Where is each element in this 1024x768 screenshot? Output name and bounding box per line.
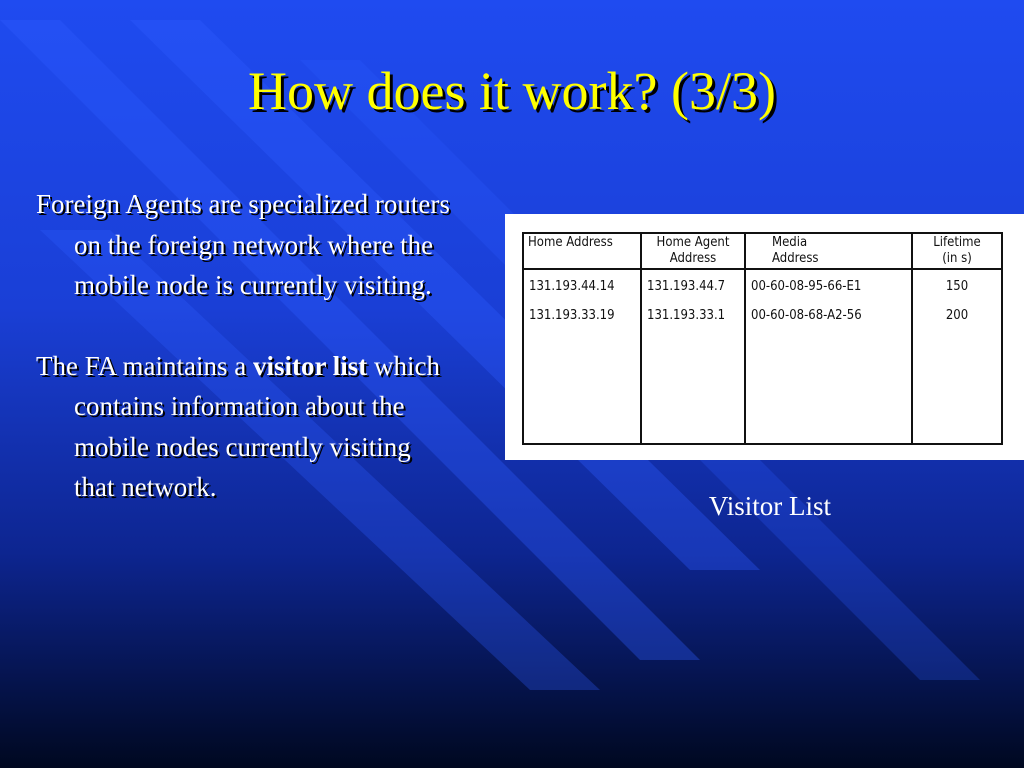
- cell-lifetime: 200: [912, 299, 1002, 328]
- cell-media-address: 00-60-08-95-66-E1: [745, 269, 912, 299]
- table-caption: Visitor List: [708, 491, 832, 521]
- header-media-address: Media Address: [745, 233, 912, 269]
- bullet-text-after: which contains information about the mobile nodes currently visiting that network.: [74, 350, 440, 502]
- table-row: [523, 299, 1002, 328]
- cell-home-address: 131.193.33.19: [523, 299, 641, 328]
- cell-media-address: 00-60-08-68-A2-56: [745, 299, 912, 328]
- bullet-text-before: The FA maintains a: [36, 350, 253, 381]
- table-empty-row: [523, 328, 1002, 444]
- visitor-list-image: [505, 214, 1024, 460]
- table-row: [523, 269, 1002, 299]
- bullet-bold-term: visitor list: [252, 350, 368, 381]
- header-home-address: Home Address: [523, 233, 641, 269]
- slide-title: How does it work? (3/3): [248, 61, 776, 121]
- cell-home-agent-address: 131.193.44.7: [641, 269, 745, 299]
- table-header-row: [523, 233, 1002, 269]
- visitor-list-table: [522, 232, 1003, 445]
- cell-home-agent-address: 131.193.33.1: [641, 299, 745, 328]
- bullet-list: [36, 184, 456, 548]
- header-lifetime: Lifetime (in s): [912, 233, 1002, 269]
- header-home-agent-address: Home Agent Address: [641, 233, 745, 269]
- cell-home-address: 131.193.44.14: [523, 269, 641, 299]
- bullet-visitor-list: [36, 346, 456, 508]
- cell-lifetime: 150: [912, 269, 1002, 299]
- bullet-foreign-agents: Foreign Agents are specialized routers on the foreign network where the mobile node is currently visiting.: [36, 189, 450, 300]
